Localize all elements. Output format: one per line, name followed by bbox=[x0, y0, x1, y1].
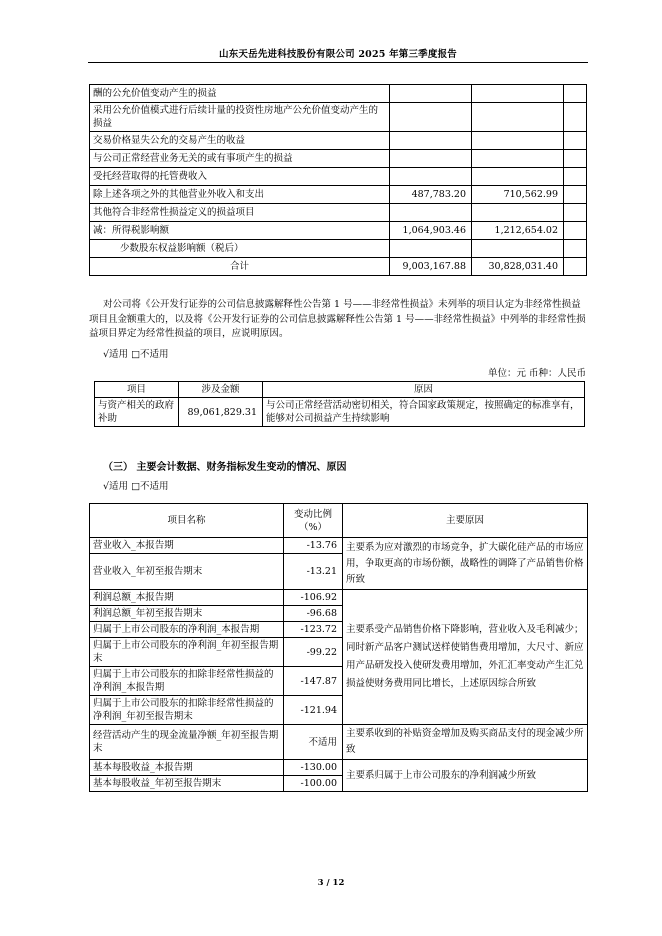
table-row bbox=[90, 590, 588, 606]
item-cell: 基本每股收益_年初至报告期末 bbox=[90, 776, 284, 792]
item-cell: 基本每股收益_本报告期 bbox=[90, 760, 284, 776]
table-row bbox=[90, 204, 587, 222]
ytd-cell bbox=[472, 103, 564, 132]
ytd-cell: 710,562.99 bbox=[472, 186, 564, 204]
table-row bbox=[90, 103, 587, 132]
ratio-cell: -106.92 bbox=[284, 590, 343, 606]
ytd-cell bbox=[472, 168, 564, 186]
table-row bbox=[90, 132, 587, 150]
total-current: 9,003,167.88 bbox=[390, 258, 472, 276]
header-divider bbox=[88, 62, 588, 63]
table-row bbox=[90, 760, 588, 776]
item-cell: 采用公允价值模式进行后续计量的投资性房地产公允价值变动产生的损益 bbox=[90, 103, 390, 132]
table-row bbox=[90, 85, 587, 103]
ratio-cell: -130.00 bbox=[284, 760, 343, 776]
item-cell: 归属于上市公司股东的净利润_本报告期 bbox=[90, 622, 284, 638]
col-header-item: 项目 bbox=[95, 382, 179, 398]
reason-cell: 主要系受产品销售价格下降影响，营业收入及毛利减少；同时新产品客户测试送样使销售费用增加，大尺寸、新应用产品研发投入使研发费用增加，外汇汇率变动产生汇兑损益使财务费用同比增长，上述原因综合所致 bbox=[343, 590, 588, 725]
ytd-cell: 1,212,654.02 bbox=[472, 222, 564, 240]
table-row bbox=[90, 150, 587, 168]
reason-cell: 主要系为应对激烈的市场竞争，扩大碳化硅产品的市场应用，争取更高的市场份额，战略性的调降了产品销售价格所致 bbox=[343, 538, 588, 590]
remark-cell bbox=[564, 204, 587, 222]
total-label: 合计 bbox=[90, 258, 390, 276]
amount-cell: 89,061,829.31 bbox=[179, 398, 263, 427]
remark-cell bbox=[564, 168, 587, 186]
col-header-reason: 主要原因 bbox=[343, 504, 588, 538]
current-cell: 1,064,903.46 bbox=[390, 222, 472, 240]
ratio-cell: -13.21 bbox=[284, 554, 343, 590]
item-cell: 其他符合非经常性损益定义的损益项目 bbox=[90, 204, 390, 222]
table-row bbox=[90, 240, 587, 258]
col-header-item: 项目名称 bbox=[90, 504, 284, 538]
ratio-cell: -147.87 bbox=[284, 667, 343, 696]
reason-cell: 主要系归属于上市公司股东的净利润减少所致 bbox=[343, 760, 588, 792]
page-number: 3 / 12 bbox=[317, 878, 345, 888]
item-cell: 利润总额_年初至报告期末 bbox=[90, 606, 284, 622]
applicable-checkbox-2: √适用 □不适用 bbox=[103, 481, 169, 492]
current-cell bbox=[390, 240, 472, 258]
reason-cell: 主要系收到的补贴资金增加及购买商品支付的现金减少所致 bbox=[343, 725, 588, 760]
current-cell bbox=[390, 85, 472, 103]
reason-cell: 与公司正常经营活动密切相关，符合国家政策规定，按照确定的标准享有，能够对公司损益产生持续影响 bbox=[263, 398, 585, 427]
table-row bbox=[90, 168, 587, 186]
item-cell: 归属于上市公司股东的净利润_年初至报告期末 bbox=[90, 638, 284, 667]
ratio-cell: -121.94 bbox=[284, 696, 343, 725]
remark-cell bbox=[564, 222, 587, 240]
item-cell: 受托经营取得的托管费收入 bbox=[90, 168, 390, 186]
ytd-cell bbox=[472, 240, 564, 258]
key-indicators-change-table bbox=[89, 503, 588, 792]
ytd-cell bbox=[472, 150, 564, 168]
item-cell: 交易价格显失公允的交易产生的收益 bbox=[90, 132, 390, 150]
current-cell: 487,783.20 bbox=[390, 186, 472, 204]
current-cell bbox=[390, 168, 472, 186]
ratio-cell: -96.68 bbox=[284, 606, 343, 622]
table-row bbox=[90, 186, 587, 204]
item-cell: 利润总额_本报告期 bbox=[90, 590, 284, 606]
total-ytd: 30,828,031.40 bbox=[472, 258, 564, 276]
ratio-cell: -100.00 bbox=[284, 776, 343, 792]
current-cell bbox=[390, 150, 472, 168]
item-cell: 与资产相关的政府补助 bbox=[95, 398, 179, 427]
ratio-cell: -13.76 bbox=[284, 538, 343, 554]
applicable-checkbox-1: √适用 □不适用 bbox=[103, 349, 169, 360]
col-header-ratio: 变动比例（%） bbox=[284, 504, 343, 538]
ytd-cell bbox=[472, 204, 564, 222]
non-recurring-items-table bbox=[89, 84, 587, 276]
ytd-cell bbox=[472, 85, 564, 103]
table-row bbox=[90, 725, 588, 760]
ratio-cell: -99.22 bbox=[284, 638, 343, 667]
item-cell: 少数股东权益影响额（税后） bbox=[90, 240, 390, 258]
ratio-cell: -123.72 bbox=[284, 622, 343, 638]
header-row bbox=[95, 382, 585, 398]
item-cell: 归属于上市公司股东的扣除非经常性损益的净利润_年初至报告期末 bbox=[90, 696, 284, 725]
section-title: （三） 主要会计数据、财务指标发生变动的情况、原因 bbox=[103, 462, 347, 473]
table-row bbox=[90, 222, 587, 240]
note-paragraph: 对公司将《公开发行证券的公司信息披露解释性公告第 1 号——非经常性损益》未列举的项目认定为非经常性损益项目且金额重大的，以及将《公开发行证券的公司信息披露解释性公告第 1 号——非经常性损益》中列举的非经常性损益项目界定为经常性损益的项目，应说明原因。 bbox=[89, 299, 586, 339]
item-cell: 营业收入_年初至报告期末 bbox=[90, 554, 284, 590]
remark-cell bbox=[564, 150, 587, 168]
remark-cell bbox=[564, 240, 587, 258]
remark-cell bbox=[564, 132, 587, 150]
current-cell bbox=[390, 204, 472, 222]
item-cell: 营业收入_本报告期 bbox=[90, 538, 284, 554]
recognized-items-table bbox=[94, 381, 585, 427]
item-cell: 经营活动产生的现金流量净额_年初至报告期末 bbox=[90, 725, 284, 760]
table-row bbox=[90, 538, 588, 554]
header-row bbox=[90, 504, 588, 538]
col-header-amount: 涉及金额 bbox=[179, 382, 263, 398]
item-cell: 减：所得税影响额 bbox=[90, 222, 390, 240]
unit-line: 单位：元 币种：人民币 bbox=[487, 368, 586, 379]
ratio-cell: 不适用 bbox=[284, 725, 343, 760]
remark-cell bbox=[564, 103, 587, 132]
remark-cell bbox=[564, 85, 587, 103]
report-header: 山东天岳先进科技股份有限公司 2025 年第三季度报告 bbox=[219, 49, 457, 60]
item-cell: 除上述各项之外的其他营业外收入和支出 bbox=[90, 186, 390, 204]
ytd-cell bbox=[472, 132, 564, 150]
item-cell: 与公司正常经营业务无关的或有事项产生的损益 bbox=[90, 150, 390, 168]
col-header-reason: 原因 bbox=[263, 382, 585, 398]
total-row bbox=[90, 258, 587, 276]
item-cell: 归属于上市公司股东的扣除非经常性损益的净利润_本报告期 bbox=[90, 667, 284, 696]
item-cell: 酬的公允价值变动产生的损益 bbox=[90, 85, 390, 103]
current-cell bbox=[390, 132, 472, 150]
remark-cell bbox=[564, 258, 587, 276]
table-row bbox=[95, 398, 585, 427]
current-cell bbox=[390, 103, 472, 132]
remark-cell bbox=[564, 186, 587, 204]
